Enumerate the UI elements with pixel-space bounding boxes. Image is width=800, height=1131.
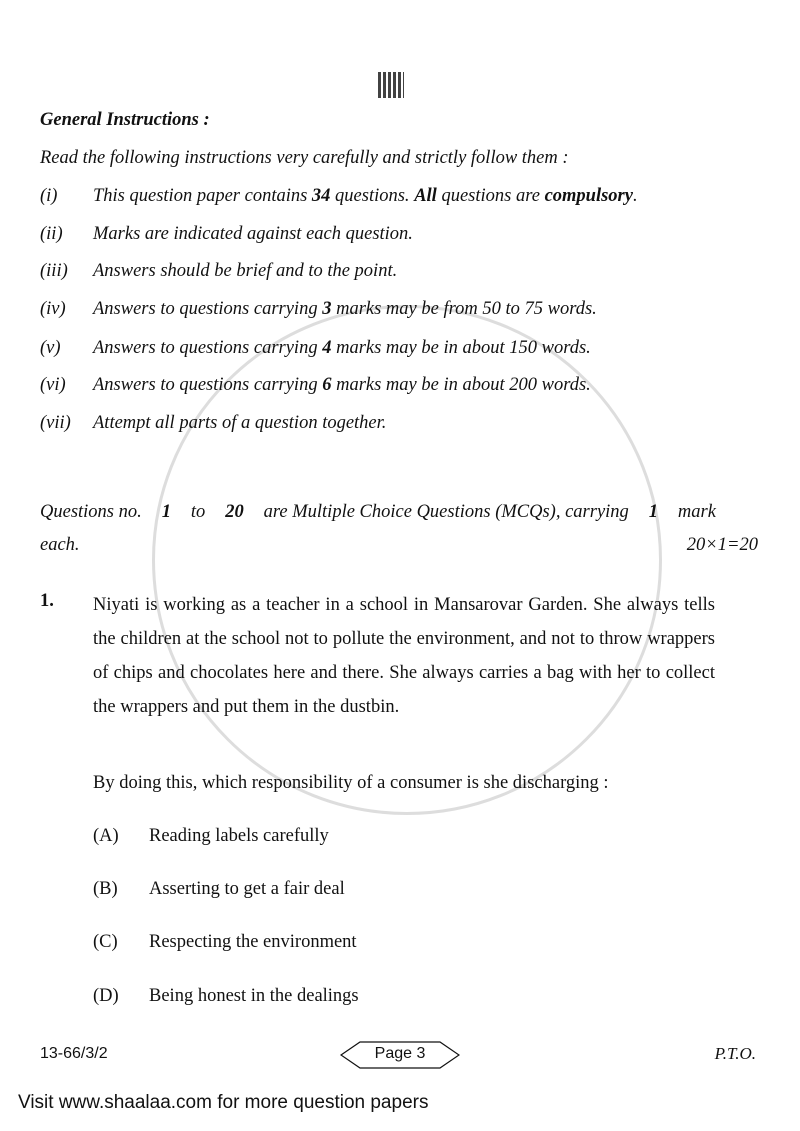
option-text: Asserting to get a fair deal xyxy=(149,879,345,899)
paper-code: 13-66/3/2 xyxy=(40,1045,108,1062)
question-prompt: By doing this, which responsibility of a consumer is she discharging : xyxy=(93,773,609,793)
instruction-text: Attempt all parts of a question together. xyxy=(93,413,387,433)
section-marks: 20×1=20 xyxy=(686,535,758,555)
option-label: (C) xyxy=(93,932,118,952)
instructions-intro: Read the following instructions very carefully and strictly follow them : xyxy=(40,148,569,168)
section-heading-line2: each. xyxy=(40,535,80,555)
section-heading: Questions no. 1 to 20 are Multiple Choice Questions (MCQs), carrying 1 mark xyxy=(40,502,716,522)
instruction-label: (iii) xyxy=(40,261,68,281)
instruction-text: Answers to questions carrying 6 marks may be in about 200 words. xyxy=(93,375,591,395)
option-text: Being honest in the dealings xyxy=(149,986,359,1006)
pto-label: P.T.O. xyxy=(714,1044,756,1063)
instruction-text: Answers should be brief and to the point. xyxy=(93,261,398,281)
instruction-label: (vii) xyxy=(40,413,71,433)
option-text: Reading labels carefully xyxy=(149,826,329,846)
question-text: Niyati is working as a teacher in a school in Mansarovar Garden. She always tells the children at the school not to pollute the environment, and not to throw wrappers of chips and chocolates here and there. She always carries a bag with her to collect the wrappers and put them in the dustbin. xyxy=(93,595,715,717)
option-label: (B) xyxy=(93,879,118,899)
visit-link[interactable]: Visit www.shaalaa.com for more question papers xyxy=(18,1092,429,1113)
instruction-text: This question paper contains 34 questions. All questions are compulsory. xyxy=(93,186,638,206)
instruction-text: Marks are indicated against each question. xyxy=(93,224,413,244)
page-number: Page 3 xyxy=(374,1045,426,1062)
question-number: 1. xyxy=(40,591,54,611)
instruction-label: (vi) xyxy=(40,375,66,395)
option-label: (D) xyxy=(93,986,119,1006)
option-label: (A) xyxy=(93,826,119,846)
qr-code-icon xyxy=(378,72,404,98)
instruction-label: (iv) xyxy=(40,299,66,319)
instruction-label: (ii) xyxy=(40,224,63,244)
instructions-title: General Instructions : xyxy=(40,110,210,130)
option-text: Respecting the environment xyxy=(149,932,357,952)
instruction-label: (i) xyxy=(40,186,58,206)
instruction-label: (v) xyxy=(40,338,61,358)
page-number-badge xyxy=(340,1041,460,1069)
instruction-text: Answers to questions carrying 3 marks may be from 50 to 75 words. xyxy=(93,299,597,319)
instruction-text: Answers to questions carrying 4 marks may be in about 150 words. xyxy=(93,338,591,358)
